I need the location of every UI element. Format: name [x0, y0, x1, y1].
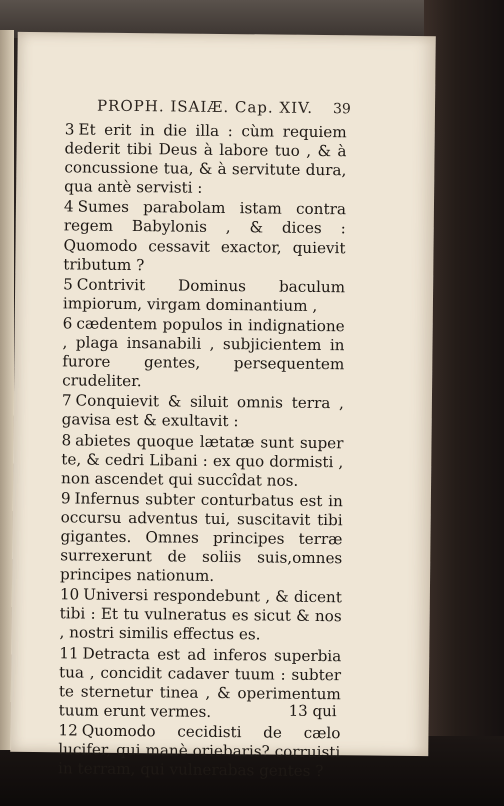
- verse: [61, 431, 344, 491]
- verse-text: Sumes parabolam istam contra regem Babylonis , & dices : Quomodo cessavit exactor, quievit tributum ?: [63, 197, 347, 274]
- verse-text: Infernus subter conturbatus est in occursu adventus tui, suscitavit tibi gigantes. Omnes principes terræ surrexerunt de soliis suis,omnes principes nationum.: [60, 489, 343, 586]
- verse-number: 3: [64, 120, 75, 139]
- verse-number: 12: [58, 721, 78, 740]
- verse-number: 9: [60, 489, 71, 508]
- running-head: PROPH. ISAIÆ. Cap. XIV.: [96, 96, 314, 117]
- verse-text: Universi respondebunt , & dicent tibi : Et tu vulneratus es sicut & nos , nostri similis effectus es.: [59, 585, 342, 644]
- verse: [63, 275, 345, 316]
- verse-text: Quomodo cecidisti de cælo lucifer, qui manè oriebaris? corruisti in terram, qui vulnerabas gentes ?: [57, 721, 341, 781]
- page-text: [58, 120, 347, 782]
- verse-number: 5: [63, 275, 73, 294]
- catchword: 13 qui: [288, 701, 337, 721]
- verse-number: 6: [62, 314, 73, 333]
- book-page: [10, 32, 436, 781]
- verse-text: Conquievit & siluit omnis terra , gavisa est & exultavit :: [61, 391, 345, 431]
- verse: [64, 120, 347, 199]
- verse-text: cædentem populos in indignatione , plaga insanabili , subjicientem in furore gentes, persequentem crudeliter.: [62, 314, 345, 391]
- verse-text: Contrivit Dominus baculum impiorum, virgam dominantium ,: [62, 275, 346, 315]
- verse-number: 10: [59, 585, 80, 604]
- verse: [59, 586, 342, 646]
- verse: [63, 198, 346, 277]
- page-number: 39: [332, 101, 351, 118]
- verse-text: Et erit in die illa : cùm requiem dederit tibi Deus à labore tuo , & à concussione tua, & à servitute dura, qua antè servisti :: [64, 120, 347, 198]
- book-spine: [424, 0, 504, 806]
- verse: [62, 392, 344, 433]
- verse-text: abietes quoque lætatæ sunt super te, & cedri Libani : ex quo dormisti , non ascendet qui succîdat nos.: [61, 430, 344, 490]
- verse-number: 8: [61, 430, 72, 449]
- verse-text: Detracta est ad inferos superbia tua , concidit cadaver tuum : subter te sternetur tinea , & operimentum tuum erunt vermes.: [58, 644, 342, 721]
- verse-number: 11: [59, 643, 79, 663]
- verse: [58, 721, 341, 781]
- verse: [62, 314, 345, 393]
- verse: [60, 489, 343, 587]
- verse-number: 4: [63, 197, 74, 216]
- verse-number: 7: [61, 391, 72, 410]
